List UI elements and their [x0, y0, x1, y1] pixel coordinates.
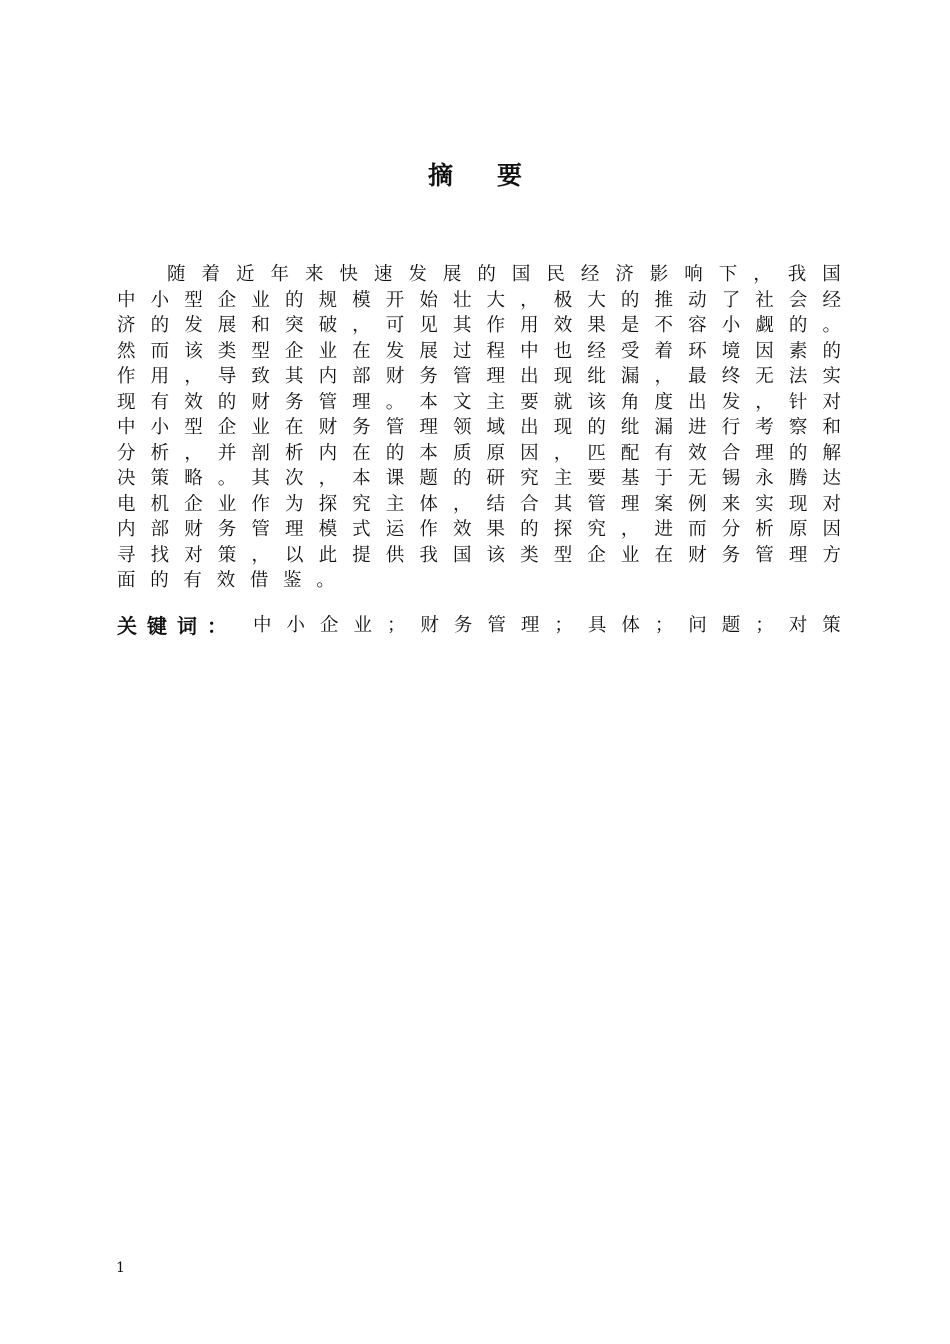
abstract-line: 寻 找 对 策 ， 以 此 提 供 我 国 该 类 型 企 业 在 财 务 管 理 方	[117, 544, 841, 566]
abstract-line: 随 着 近 年 来 快 速 发 展 的 国 民 经 济 影 响 下 ， 我 国	[167, 264, 841, 285]
page-number: 1	[116, 1260, 125, 1276]
abstract-line: 面 的 有 效 借 鉴 。	[117, 570, 335, 591]
keywords-label: 关 键 词 ：	[117, 613, 227, 638]
title-char-2: 要	[497, 161, 523, 190]
abstract-line: 济 的 发 展 和 突 破 ， 可 见 其 作 用 效 果 是 不 容 小 觑 的 。	[117, 315, 841, 336]
abstract-line: 电 机 企 业 作 为 探 究 主 体 ， 结 合 其 管 理 案 例 来 实 现 对	[117, 493, 841, 515]
abstract-body	[117, 262, 841, 594]
abstract-line: 中 小 型 企 业 在 财 务 管 理 领 域 出 现 的 纰 漏 进 行 考 察 和	[117, 417, 841, 438]
keywords-content: 中 小 企 业 ； 财 务 管 理 ； 具 体 ； 问 题 ； 对 策	[253, 615, 841, 636]
abstract-line: 分 析 ， 并 剖 析 内 在 的 本 质 原 因 ， 匹 配 有 效 合 理 的 解	[117, 442, 841, 464]
abstract-line: 作 用 ， 导 致 其 内 部 财 务 管 理 出 现 纰 漏 ， 最 终 无 法 实	[117, 366, 841, 387]
abstract-line: 中 小 型 企 业 的 规 模 开 始 壮 大 ， 极 大 的 推 动 了 社 会 经	[117, 289, 841, 311]
abstract-line: 决 策 略 。 其 次 ， 本 课 题 的 研 究 主 要 基 于 无 锡 永 腾 达	[117, 468, 841, 489]
abstract-line: 现 有 效 的 财 务 管 理 。 本 文 主 要 就 该 角 度 出 发 ， 针 对	[117, 391, 841, 413]
abstract-line: 然 而 该 类 型 企 业 在 发 展 过 程 中 也 经 受 着 环 境 因 素 的	[117, 340, 841, 362]
page-title	[0, 156, 950, 192]
title-char-1: 摘	[427, 161, 453, 190]
keywords-line	[117, 610, 841, 638]
abstract-line: 内 部 财 务 管 理 模 式 运 作 效 果 的 探 究 ， 进 而 分 析 原 因	[117, 519, 841, 540]
